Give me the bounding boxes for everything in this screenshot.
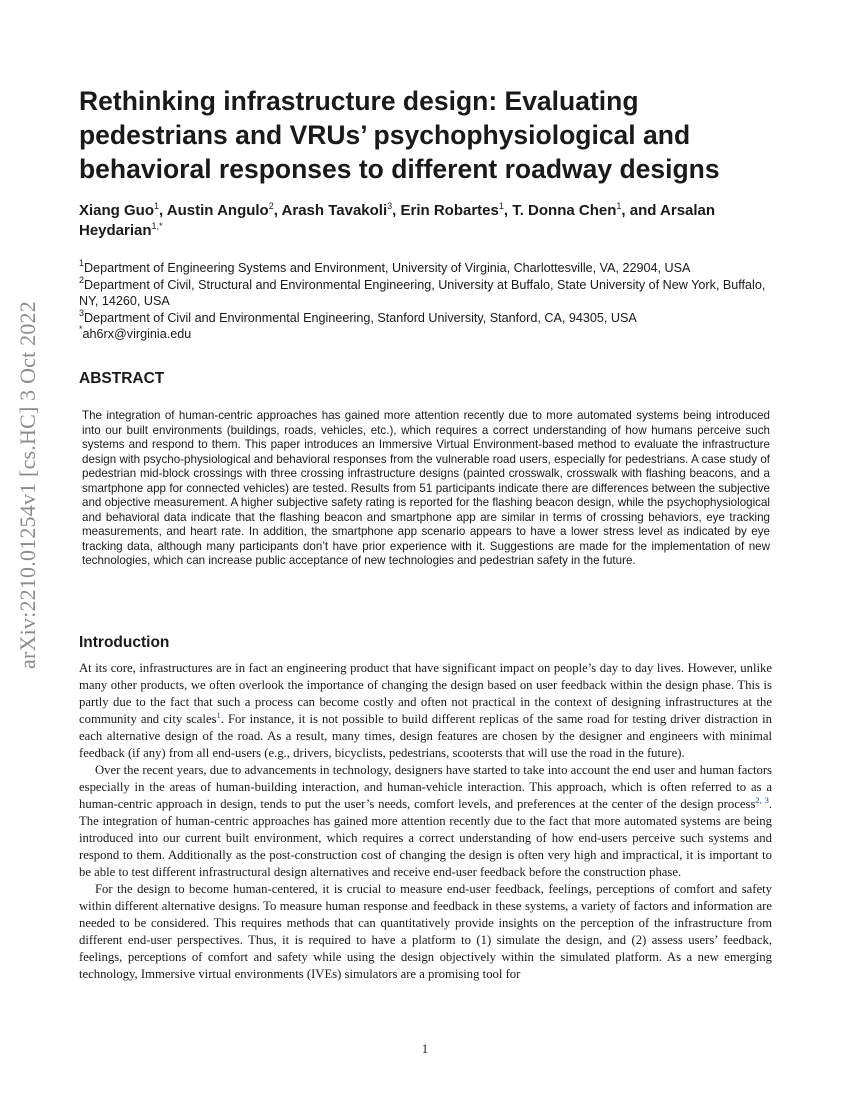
page-number: 1 xyxy=(421,1042,429,1056)
affiliations xyxy=(79,260,779,343)
author: Erin Robartes$^1$ xyxy=(400,201,504,219)
affiliation: $^2$Department of Civil, Structural and Environmental Engineering, University at Buffalo, State University of New York, Buffalo, NY, 14260, USA xyxy=(79,274,766,308)
paragraph: Over the recent years, due to advancements in technology, designers have started to take into account the end user and human factors especially in the areas of human-building interaction, and human-vehicle interaction. This approach, which is often referred to as a human-centric approach in design, tends to put the user’s needs, comfort levels, and preferences at the center of the design process$^{2, 3}$. The integration of human-centric approaches has gained more attention recently due to the fact that more automated systems are being introduced into our current built environment, which requires a correct understanding of how end-users perceive such systems and respond to them. Additionally as the post-construction cost of changing the design is often very high and impractical, it is important to be able to test different infrastructural design alternatives and receive end-user feedback before the construction phase. xyxy=(79,763,773,879)
abstract-heading: ABSTRACT xyxy=(79,370,165,387)
affiliation: $^1$Department of Engineering Systems and Environment, University of Virginia, Charlottesville, VA, 22904, USA xyxy=(79,258,691,275)
author: Xiang Guo$^1$ xyxy=(79,201,160,219)
abstract-text: The integration of human-centric approaches has gained more attention recently due to more automated systems being introduced into our built environments (buildings, roads, vehicles, etc.), which requires a correct understanding of how humans perceive such systems and respond to them. This paper introduces an Immersive Virtual Environment-based method to evaluate the infrastructure design with psycho-physiological and behavioral responses from the vulnerable road users, especially for pedestrians. A case study of pedestrian mid-block crossings with three crossing infrastructure designs (painted crosswalk, crosswalk with flashing beacons, and a smartphone app for connected vehicles) are tested. Results from 51 participants indicate there are differences between the subjective and objective measurement. A higher subjective safety rating is reported for the flashing beacon design, while the psychophysiological and behavioral data indicate that the flashing beacon and smartphone app are similar in terms of crossing behaviors, eye tracking measurements, and heart rate. In addition, the smartphone app scenario appears to have a lower stress level as indicated by eye tracking data, although many participants don’t have prior experience with it. Suggestions are made for the implementation of new technologies, which can increase public acceptance of new technologies and pedestrian safety in the future. xyxy=(82,409,770,568)
affiliation: $^3$Department of Civil and Environmental Engineering, Stanford University, Stanford, CA, 94305, USA xyxy=(79,307,637,325)
author: Austin Angulo$^2$ xyxy=(166,201,274,219)
author: Arash Tavakoli$^3$ xyxy=(281,201,393,219)
introduction-body xyxy=(79,660,772,983)
citation-link[interactable]: 1 xyxy=(216,710,221,720)
paper-title: Rethinking infrastructure design: Evaluating pedestrians and VRUs’ psychophysiological and behavioral responses to different roadway designs xyxy=(79,86,720,184)
arxiv-identifier: arXiv:2210.01254v1 [cs.HC] 3 Oct 2022 xyxy=(15,301,40,669)
paragraph: At its core, infrastructures are in fact an engineering product that have significant impact on people’s day to day lives. However, unlike many other products, we often overlook the importance of changing the design based on user feedback within the design phase. This is partly due to the fact that such a process can become costly and often not practical in the context of designing infrastructures at the community and city scales$^1$. For instance, it is not possible to build different replicas of the same road for testing driver distraction in each alternative design of the road. As a result, many times, design features are chosen by the designer and engineers with minimal feedback (if any) from all end-users (e.g., drivers, bicyclists, pedestrians, scootersts that will use the road in the future). xyxy=(79,661,772,760)
paragraph: For the design to become human-centered, it is crucial to measure end-user feedback, feelings, perceptions of comfort and safety within different alternative designs. To measure human response and feedback in these systems, a variety of factors and information are needed to be considered. This requires methods that can quantitatively provide insights on the perception of the infrastructure from different end-user perspectives. Thus, it is required to have a platform to (1) simulate the design, and (2) assess users’ feedback, feelings, perceptions of comfort and safety while using the design objectively within the simulated platform. As a new emerging technology, Immersive virtual environments (IVEs) simulators are a promising tool for xyxy=(79,882,772,981)
author: T. Donna Chen$^1$ xyxy=(512,201,622,219)
introduction-heading: Introduction xyxy=(79,634,170,651)
citation-link[interactable]: 2, 3 xyxy=(755,795,769,805)
corresponding-email: *ah6rx@virginia.edu xyxy=(79,324,192,341)
author-list: Xiang Guo$^1$, Austin Angulo$^2$, Arash Tavakoli$^3$, Erin Robartes$^1$, T. Donna Chen$^1$, and Arsalan Heydarian$^{1,*}$ xyxy=(79,201,716,239)
author: Arsalan Heydarian$^{1,*}$ xyxy=(79,202,716,239)
